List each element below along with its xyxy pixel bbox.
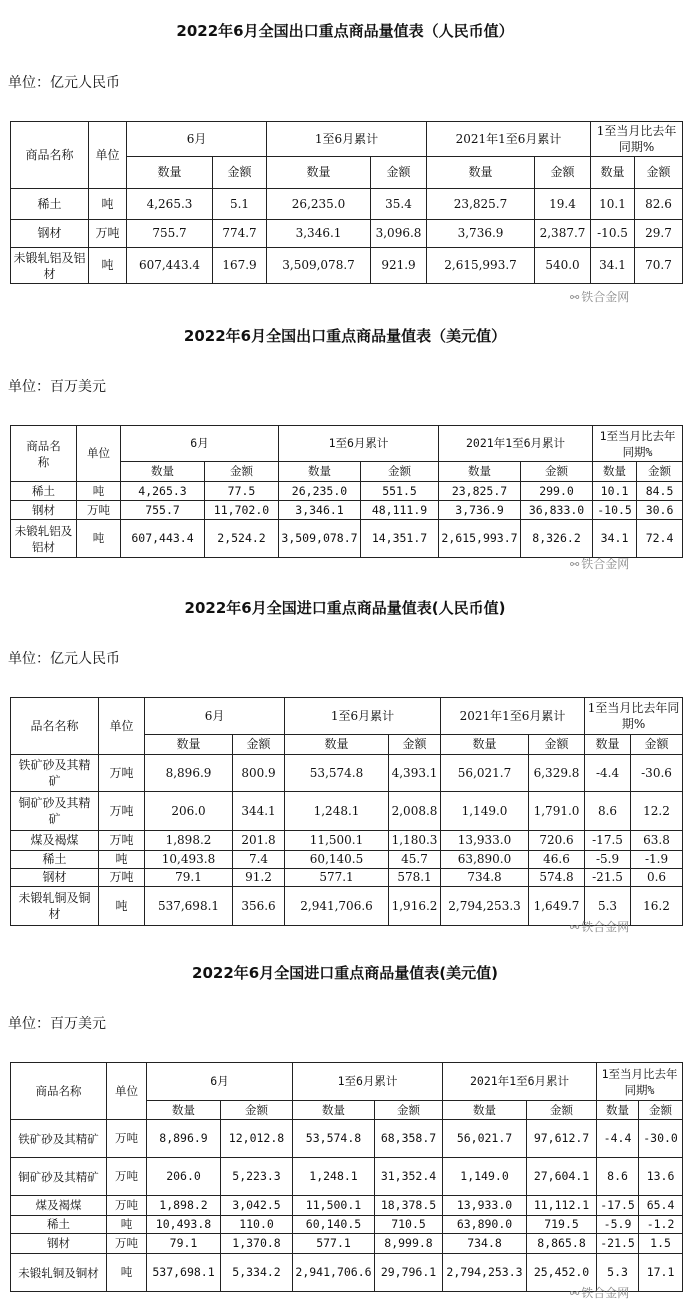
- header-group-yoy: 1至当月比去年同期%: [591, 122, 683, 157]
- cell: 3,096.8: [371, 220, 427, 248]
- header-unit: 单位: [77, 426, 121, 482]
- cell: 16.2: [631, 887, 683, 926]
- cell: 23,825.7: [439, 482, 521, 501]
- row-unit: 吨: [107, 1254, 147, 1292]
- row-name: 钢材: [11, 1234, 107, 1254]
- cell: -30.6: [631, 755, 683, 792]
- cell: 3,509,078.7: [279, 520, 361, 558]
- row-name: 煤及褐煤: [11, 1196, 107, 1216]
- header-qty: 数量: [285, 735, 389, 755]
- header-qty: 数量: [121, 462, 205, 482]
- cell: 8,865.8: [527, 1234, 597, 1254]
- cell: 540.0: [535, 248, 591, 284]
- cell: 1,180.3: [389, 831, 441, 851]
- cell: 8,326.2: [521, 520, 593, 558]
- row-name: 铁矿砂及其精矿: [11, 755, 99, 792]
- row-unit: 吨: [99, 887, 145, 926]
- cell: 755.7: [121, 501, 205, 520]
- header-qty: 数量: [593, 462, 637, 482]
- header-qty: 数量: [293, 1101, 375, 1120]
- cell: 2,941,706.6: [293, 1254, 375, 1292]
- header-amount: 金额: [631, 735, 683, 755]
- row-unit: 吨: [89, 248, 127, 284]
- cell: 2,615,993.7: [439, 520, 521, 558]
- cell: 12,012.8: [221, 1120, 293, 1158]
- cell: 607,443.4: [121, 520, 205, 558]
- cell: 79.1: [145, 869, 233, 887]
- cell: 8,999.8: [375, 1234, 443, 1254]
- header-group-month: 6月: [145, 698, 285, 735]
- header-group-ytd: 1至6月累计: [267, 122, 427, 157]
- cell: 2,941,706.6: [285, 887, 389, 926]
- cell: 17.1: [639, 1254, 683, 1292]
- header-qty: 数量: [597, 1101, 639, 1120]
- cell: 23,825.7: [427, 189, 535, 220]
- header-amount: 金额: [639, 1101, 683, 1120]
- cell: 70.7: [635, 248, 683, 284]
- header-name: 商品名称: [11, 426, 77, 482]
- table-2-unit: 单位：百万美元: [8, 379, 106, 395]
- cell: 36,833.0: [521, 501, 593, 520]
- row-unit: 万吨: [107, 1120, 147, 1158]
- header-amount: 金额: [635, 157, 683, 189]
- header-unit: 单位: [107, 1063, 147, 1120]
- cell: -21.5: [585, 869, 631, 887]
- cell: 53,574.8: [285, 755, 389, 792]
- cell: 577.1: [293, 1234, 375, 1254]
- header-group-prev-ytd: 2021年1至6月累计: [427, 122, 591, 157]
- row-unit: 万吨: [107, 1234, 147, 1254]
- cell: -10.5: [591, 220, 635, 248]
- cell: -4.4: [585, 755, 631, 792]
- header-name: 商品名称: [11, 1063, 107, 1120]
- cell: 12.2: [631, 792, 683, 831]
- cell: 1,248.1: [293, 1158, 375, 1196]
- header-group-month: 6月: [121, 426, 279, 462]
- cell: 72.4: [637, 520, 683, 558]
- cell: 10.1: [591, 189, 635, 220]
- cell: 299.0: [521, 482, 593, 501]
- header-name: 商品名称: [11, 122, 89, 189]
- cell: 574.8: [529, 869, 585, 887]
- header-qty: 数量: [427, 157, 535, 189]
- cell: 91.2: [233, 869, 285, 887]
- cell: 201.8: [233, 831, 285, 851]
- header-qty: 数量: [439, 462, 521, 482]
- row-name: 钢材: [11, 220, 89, 248]
- cell: 14,351.7: [361, 520, 439, 558]
- row-unit: 万吨: [107, 1158, 147, 1196]
- cell: 2,008.8: [389, 792, 441, 831]
- table-3: [10, 697, 683, 926]
- wechat-icon: ⚯: [570, 291, 580, 304]
- cell: 5,223.3: [221, 1158, 293, 1196]
- table-3-unit: 单位：亿元人民币: [8, 651, 120, 667]
- row-unit: 吨: [77, 520, 121, 558]
- header-group-yoy: 1至当月比去年同期%: [593, 426, 683, 462]
- row-name: 铜矿砂及其精矿: [11, 1158, 107, 1196]
- row-unit: 吨: [89, 189, 127, 220]
- row-name: 钢材: [11, 869, 99, 887]
- cell: 27,604.1: [527, 1158, 597, 1196]
- header-amount: 金额: [233, 735, 285, 755]
- cell: 1,898.2: [145, 831, 233, 851]
- header-amount: 金额: [535, 157, 591, 189]
- header-qty: 数量: [267, 157, 371, 189]
- cell: 1,649.7: [529, 887, 585, 926]
- cell: 65.4: [639, 1196, 683, 1216]
- cell: 46.6: [529, 851, 585, 869]
- header-amount: 金额: [361, 462, 439, 482]
- header-group-ytd: 1至6月累计: [279, 426, 439, 462]
- table-2: [10, 425, 683, 558]
- row-name: 稀土: [11, 189, 89, 220]
- cell: 356.6: [233, 887, 285, 926]
- cell: 79.1: [147, 1234, 221, 1254]
- header-qty: 数量: [591, 157, 635, 189]
- row-name: 钢材: [11, 501, 77, 520]
- header-amount: 金额: [527, 1101, 597, 1120]
- watermark: ⚯ 铁合金网: [570, 920, 630, 934]
- cell: 63,890.0: [441, 851, 529, 869]
- cell: 35.4: [371, 189, 427, 220]
- table-row: [11, 869, 683, 887]
- cell: 1.5: [639, 1234, 683, 1254]
- row-name: 稀土: [11, 1216, 107, 1234]
- cell: 29,796.1: [375, 1254, 443, 1292]
- cell: 800.9: [233, 755, 285, 792]
- row-unit: 万吨: [99, 869, 145, 887]
- cell: 577.1: [285, 869, 389, 887]
- cell: 63.8: [631, 831, 683, 851]
- cell: -10.5: [593, 501, 637, 520]
- cell: 110.0: [221, 1216, 293, 1234]
- header-amount: 金额: [521, 462, 593, 482]
- cell: 48,111.9: [361, 501, 439, 520]
- table-3-title: 2022年6月全国进口重点商品量值表(人民币值): [184, 599, 506, 617]
- cell: 29.7: [635, 220, 683, 248]
- cell: 34.1: [591, 248, 635, 284]
- cell: 13.6: [639, 1158, 683, 1196]
- header-group-prev-ytd: 2021年1至6月累计: [439, 426, 593, 462]
- watermark: ⚯ 铁合金网: [570, 1286, 630, 1300]
- cell: 53,574.8: [293, 1120, 375, 1158]
- watermark: ⚯ 铁合金网: [570, 290, 630, 304]
- cell: -1.2: [639, 1216, 683, 1234]
- table-row: [11, 482, 683, 501]
- table-4-unit: 单位：百万美元: [8, 1016, 106, 1032]
- header-qty: 数量: [443, 1101, 527, 1120]
- table-row: [11, 1158, 683, 1196]
- table-1: [10, 121, 683, 284]
- header-unit: 单位: [99, 698, 145, 755]
- row-unit: 吨: [77, 482, 121, 501]
- row-name: 稀土: [11, 482, 77, 501]
- wechat-icon: ⚯: [570, 558, 580, 571]
- header-amount: 金额: [213, 157, 267, 189]
- header-amount: 金额: [205, 462, 279, 482]
- row-name: 未锻轧铜及铜材: [11, 1254, 107, 1292]
- table-4-title: 2022年6月全国进口重点商品量值表(美元值): [192, 964, 498, 982]
- cell: 26,235.0: [279, 482, 361, 501]
- table-4: [10, 1062, 683, 1292]
- cell: 8.6: [597, 1158, 639, 1196]
- cell: 13,933.0: [441, 831, 529, 851]
- header-unit: 单位: [89, 122, 127, 189]
- cell: 77.5: [205, 482, 279, 501]
- cell: 11,702.0: [205, 501, 279, 520]
- row-unit: 吨: [99, 851, 145, 869]
- cell: 5.3: [597, 1254, 639, 1292]
- cell: 206.0: [145, 792, 233, 831]
- cell: 3,736.9: [427, 220, 535, 248]
- table-row: [11, 248, 683, 284]
- table-row: [11, 831, 683, 851]
- cell: 82.6: [635, 189, 683, 220]
- header-group-yoy: 1至当月比去年同期%: [597, 1063, 683, 1101]
- cell: -30.0: [639, 1120, 683, 1158]
- cell: 5.3: [585, 887, 631, 926]
- cell: 68,358.7: [375, 1120, 443, 1158]
- row-unit: 万吨: [99, 792, 145, 831]
- cell: 97,612.7: [527, 1120, 597, 1158]
- header-group-ytd: 1至6月累计: [293, 1063, 443, 1101]
- cell: 34.1: [593, 520, 637, 558]
- header-amount: 金额: [371, 157, 427, 189]
- cell: 344.1: [233, 792, 285, 831]
- cell: 11,500.1: [285, 831, 389, 851]
- cell: 10,493.8: [145, 851, 233, 869]
- row-unit: 吨: [107, 1216, 147, 1234]
- cell: 60,140.5: [285, 851, 389, 869]
- cell: 3,042.5: [221, 1196, 293, 1216]
- cell: -5.9: [585, 851, 631, 869]
- cell: 2,794,253.3: [443, 1254, 527, 1292]
- header-amount: 金额: [389, 735, 441, 755]
- cell: 56,021.7: [443, 1120, 527, 1158]
- cell: 1,149.0: [441, 792, 529, 831]
- cell: -17.5: [597, 1196, 639, 1216]
- cell: 4,265.3: [121, 482, 205, 501]
- cell: 2,615,993.7: [427, 248, 535, 284]
- cell: 3,736.9: [439, 501, 521, 520]
- row-name: 铁矿砂及其精矿: [11, 1120, 107, 1158]
- header-name: 品名名称: [11, 698, 99, 755]
- header-qty: 数量: [585, 735, 631, 755]
- cell: 8.6: [585, 792, 631, 831]
- table-row: [11, 792, 683, 831]
- cell: 2,387.7: [535, 220, 591, 248]
- cell: 578.1: [389, 869, 441, 887]
- cell: -4.4: [597, 1120, 639, 1158]
- table-row: [11, 851, 683, 869]
- cell: -5.9: [597, 1216, 639, 1234]
- header-group-yoy: 1至当月比去年同期%: [585, 698, 683, 735]
- cell: 63,890.0: [443, 1216, 527, 1234]
- header-amount: 金额: [637, 462, 683, 482]
- cell: 4,393.1: [389, 755, 441, 792]
- cell: 755.7: [127, 220, 213, 248]
- header-group-month: 6月: [147, 1063, 293, 1101]
- row-name: 未锻轧铜及铜材: [11, 887, 99, 926]
- cell: 537,698.1: [147, 1254, 221, 1292]
- cell: 719.5: [527, 1216, 597, 1234]
- header-qty: 数量: [279, 462, 361, 482]
- table-row: [11, 1216, 683, 1234]
- cell: 720.6: [529, 831, 585, 851]
- cell: 60,140.5: [293, 1216, 375, 1234]
- row-unit: 万吨: [89, 220, 127, 248]
- cell: 5,334.2: [221, 1254, 293, 1292]
- cell: 607,443.4: [127, 248, 213, 284]
- cell: 19.4: [535, 189, 591, 220]
- table-row: [11, 189, 683, 220]
- watermark: ⚯ 铁合金网: [570, 557, 630, 571]
- row-name: 未锻轧铝及铝材: [11, 248, 89, 284]
- cell: 13,933.0: [443, 1196, 527, 1216]
- cell: 167.9: [213, 248, 267, 284]
- cell: 6,329.8: [529, 755, 585, 792]
- header-group-prev-ytd: 2021年1至6月累计: [441, 698, 585, 735]
- cell: 734.8: [443, 1234, 527, 1254]
- cell: 8,896.9: [147, 1120, 221, 1158]
- header-amount: 金额: [221, 1101, 293, 1120]
- cell: 2,794,253.3: [441, 887, 529, 926]
- cell: 921.9: [371, 248, 427, 284]
- table-row: [11, 1196, 683, 1216]
- header-group-prev-ytd: 2021年1至6月累计: [443, 1063, 597, 1101]
- cell: -1.9: [631, 851, 683, 869]
- row-unit: 万吨: [77, 501, 121, 520]
- wechat-icon: ⚯: [570, 1287, 580, 1300]
- cell: 5.1: [213, 189, 267, 220]
- cell: 3,346.1: [279, 501, 361, 520]
- table-row: [11, 501, 683, 520]
- table-row: [11, 1120, 683, 1158]
- cell: 8,896.9: [145, 755, 233, 792]
- header-qty: 数量: [441, 735, 529, 755]
- cell: 84.5: [637, 482, 683, 501]
- wechat-icon: ⚯: [570, 921, 580, 934]
- header-amount: 金额: [375, 1101, 443, 1120]
- table-1-unit: 单位：亿元人民币: [8, 75, 120, 91]
- cell: 45.7: [389, 851, 441, 869]
- row-name: 铜矿砂及其精矿: [11, 792, 99, 831]
- header-qty: 数量: [127, 157, 213, 189]
- cell: 774.7: [213, 220, 267, 248]
- cell: 30.6: [637, 501, 683, 520]
- cell: 18,378.5: [375, 1196, 443, 1216]
- table-row: [11, 755, 683, 792]
- cell: 1,898.2: [147, 1196, 221, 1216]
- table-1-title: 2022年6月全国出口重点商品量值表（人民币值）: [176, 22, 514, 40]
- cell: 1,370.8: [221, 1234, 293, 1254]
- cell: 3,509,078.7: [267, 248, 371, 284]
- header-group-month: 6月: [127, 122, 267, 157]
- cell: 206.0: [147, 1158, 221, 1196]
- cell: 710.5: [375, 1216, 443, 1234]
- header-qty: 数量: [147, 1101, 221, 1120]
- cell: -17.5: [585, 831, 631, 851]
- cell: 537,698.1: [145, 887, 233, 926]
- cell: 25,452.0: [527, 1254, 597, 1292]
- table-row: [11, 220, 683, 248]
- cell: 551.5: [361, 482, 439, 501]
- cell: 1,248.1: [285, 792, 389, 831]
- cell: 31,352.4: [375, 1158, 443, 1196]
- cell: 26,235.0: [267, 189, 371, 220]
- cell: 2,524.2: [205, 520, 279, 558]
- cell: 10,493.8: [147, 1216, 221, 1234]
- row-unit: 万吨: [107, 1196, 147, 1216]
- cell: 10.1: [593, 482, 637, 501]
- header-group-ytd: 1至6月累计: [285, 698, 441, 735]
- row-unit: 万吨: [99, 755, 145, 792]
- cell: 734.8: [441, 869, 529, 887]
- table-row: [11, 520, 683, 558]
- cell: 1,916.2: [389, 887, 441, 926]
- row-name: 稀土: [11, 851, 99, 869]
- row-name: 未锻轧铝及铝材: [11, 520, 77, 558]
- header-qty: 数量: [145, 735, 233, 755]
- cell: 56,021.7: [441, 755, 529, 792]
- cell: 4,265.3: [127, 189, 213, 220]
- cell: 11,500.1: [293, 1196, 375, 1216]
- row-unit: 万吨: [99, 831, 145, 851]
- cell: -21.5: [597, 1234, 639, 1254]
- table-2-title: 2022年6月全国出口重点商品量值表（美元值）: [183, 327, 507, 345]
- cell: 1,791.0: [529, 792, 585, 831]
- cell: 11,112.1: [527, 1196, 597, 1216]
- cell: 1,149.0: [443, 1158, 527, 1196]
- cell: 0.6: [631, 869, 683, 887]
- cell: 7.4: [233, 851, 285, 869]
- row-name: 煤及褐煤: [11, 831, 99, 851]
- cell: 3,346.1: [267, 220, 371, 248]
- table-row: [11, 1234, 683, 1254]
- header-amount: 金额: [529, 735, 585, 755]
